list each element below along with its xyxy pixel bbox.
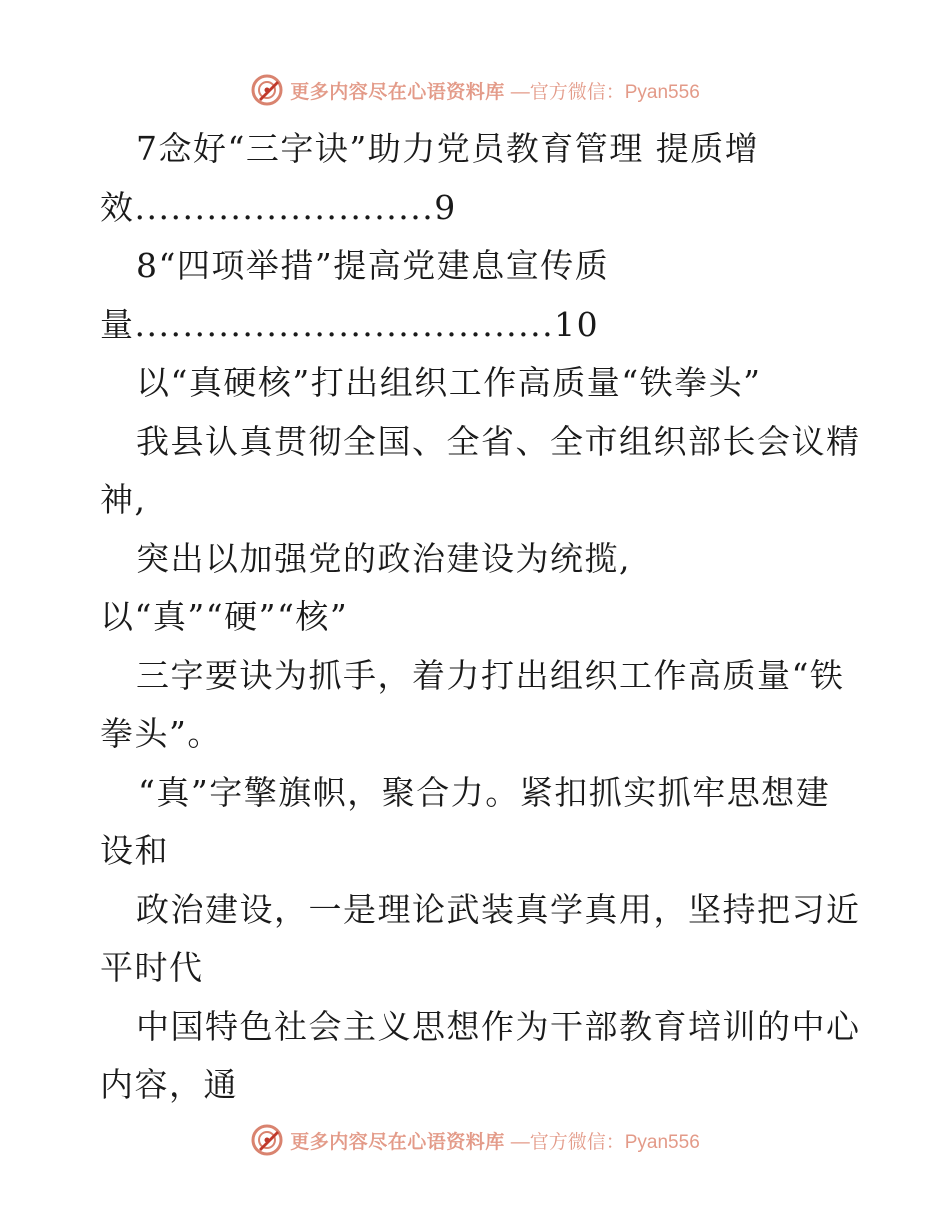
toc-entry-7: 7念好“三字诀”助力党员教育管理 提质增 (136, 129, 760, 168)
paragraph-line: “真”字擎旗帜，聚合力。紧扣抓实抓牢思想建 (138, 772, 831, 812)
paragraph-line: 拳头”。 (100, 714, 222, 753)
document-body (100, 120, 860, 1115)
paragraph-line: 政治建设，一是理论武装真学真用，坚持把习近 (136, 889, 861, 929)
paragraph-line: 以“真”“硬”“核” (100, 597, 349, 636)
watermark-account-text: —官方微信：Pyan556 (510, 1131, 700, 1153)
paragraph-line: 三字要诀为抓手，着力打出组织工作高质量“铁 (136, 655, 845, 695)
toc-entry-8: 8“四项举措”提高党建息宣传质 (136, 246, 610, 285)
watermark-brand-text: 更多内容尽在心语资料库 (290, 1130, 505, 1153)
paragraph-line: 平时代 (100, 948, 204, 987)
paragraph-line: 我县认真贯彻全国、全省、全市组织部长会议精 (136, 421, 861, 461)
watermark-brand-text: 更多内容尽在心语资料库 (290, 80, 505, 103)
watermark-account-text: —官方微信：Pyan556 (510, 81, 700, 103)
header-watermark (0, 70, 950, 110)
footer-watermark (0, 1120, 950, 1160)
brand-logo-icon (250, 73, 284, 107)
paragraph-line: 突出以加强党的政治建设为统揽, (136, 538, 631, 578)
toc-entry-7-continued: 效.........................9 (100, 187, 457, 227)
article-title: 以“真硬核”打出组织工作高质量“铁拳头” (136, 363, 762, 402)
brand-logo-icon (250, 1123, 284, 1157)
paragraph-line: 神, (100, 480, 147, 519)
toc-entry-8-continued: 量...................................10 (100, 304, 600, 344)
paragraph-line: 设和 (100, 831, 169, 870)
paragraph-line: 内容，通 (100, 1065, 238, 1104)
paragraph-line: 中国特色社会主义思想作为干部教育培训的中心 (136, 1006, 861, 1046)
